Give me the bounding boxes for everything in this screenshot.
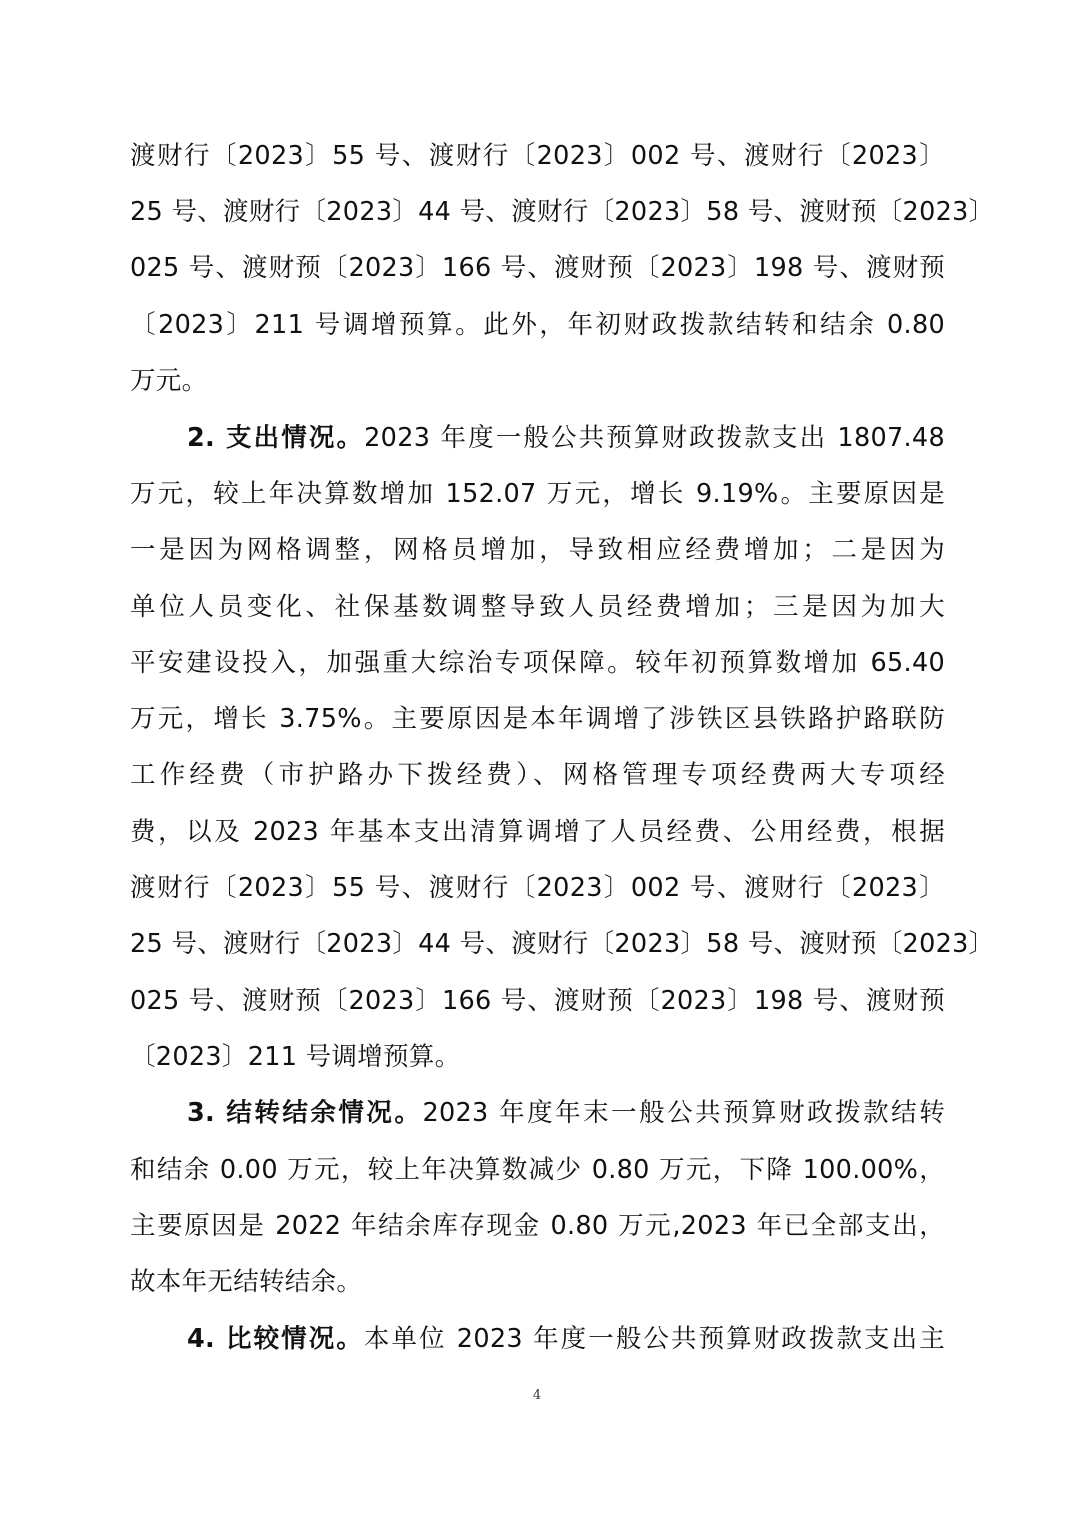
text-line: 〔2023〕211 号调增预算。 <box>130 1042 461 1072</box>
text-line: 渡财行〔2023〕55 号、渡财行〔2023〕002 号、渡财行〔2023〕 <box>130 873 945 903</box>
text-run: 2023 年度年末一般公共预算财政拨款结转 <box>422 1098 945 1128</box>
section-heading-comparison: 4. 比较情况。 <box>187 1324 364 1354</box>
section-heading-expenditure: 2. 支出情况。 <box>187 423 365 453</box>
text-line: 单位人员变化、社保基数调整导致人员经费增加；三是因为加大 <box>130 592 945 622</box>
text-line: 〔2023〕211 号调增预算。此外，年初财政拨款结转和结余 0.80 <box>130 310 945 340</box>
text-line: 平安建设投入，加强重大综治专项保障。较年初预算数增加 65.40 <box>130 648 945 678</box>
text-run: 2023 年度一般公共预算财政拨款支出 1807.48 <box>364 423 945 453</box>
paragraph-first-line <box>187 1093 945 1133</box>
text-line: 万元，增长 3.75%。主要原因是本年调增了涉铁区县铁路护路联防 <box>130 704 945 734</box>
text-line: 025 号、渡财预〔2023〕166 号、渡财预〔2023〕198 号、渡财预 <box>130 253 945 283</box>
text-line: 渡财行〔2023〕55 号、渡财行〔2023〕002 号、渡财行〔2023〕 <box>130 141 945 171</box>
text-line: 万元。 <box>130 366 208 396</box>
page-number: 4 <box>532 1388 542 1403</box>
text-line: 25 号、渡财行〔2023〕44 号、渡财行〔2023〕58 号、渡财预〔2023〕 <box>130 929 995 959</box>
paragraph-first-line <box>187 418 945 458</box>
text-run: 本单位 2023 年度一般公共预算财政拨款支出主 <box>363 1324 945 1354</box>
text-line: 和结余 0.00 万元，较上年决算数减少 0.80 万元，下降 100.00%， <box>130 1155 945 1185</box>
text-line: 25 号、渡财行〔2023〕44 号、渡财行〔2023〕58 号、渡财预〔2023〕 <box>130 197 995 227</box>
text-line: 故本年无结转结余。 <box>130 1267 363 1297</box>
text-line: 主要原因是 2022 年结余库存现金 0.80 万元,2023 年已全部支出， <box>130 1211 945 1241</box>
paragraph-first-line <box>187 1319 945 1359</box>
text-line: 工作经费（市护路办下拨经费）、网格管理专项经费两大专项经 <box>130 760 945 790</box>
text-line: 万元，较上年决算数增加 152.07 万元，增长 9.19%。主要原因是 <box>130 479 945 509</box>
section-heading-carryover: 3. 结转结余情况。 <box>187 1098 423 1128</box>
text-line: 费，以及 2023 年基本支出清算调增了人员经费、公用经费，根据 <box>130 817 945 847</box>
text-line: 一是因为网格调整，网格员增加，导致相应经费增加；二是因为 <box>130 535 945 565</box>
text-line: 025 号、渡财预〔2023〕166 号、渡财预〔2023〕198 号、渡财预 <box>130 986 945 1016</box>
